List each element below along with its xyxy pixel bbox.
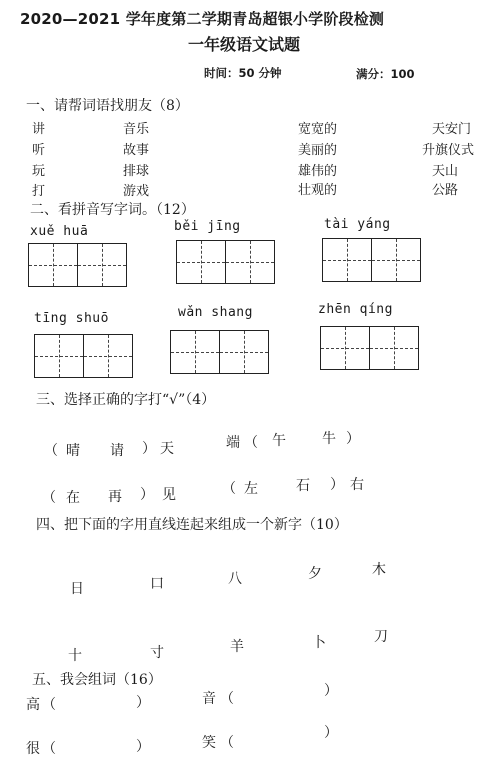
paren-close: ） <box>136 739 150 755</box>
compose-char: 高 <box>26 697 40 713</box>
q1-word: 排球 <box>123 164 150 179</box>
paren-open: （ <box>220 735 234 751</box>
q1-word: 升旗仪式 <box>422 143 475 158</box>
q5-heading: 五、我会组词（16） <box>32 672 162 688</box>
q1-word: 讲 <box>32 122 46 137</box>
pinyin-label: wǎn shang <box>178 305 253 320</box>
exam-title: 2020—2021 学年度第二学期青岛超银小学阶段检测 <box>20 10 385 28</box>
pinyin-label: běi jīng <box>174 219 241 234</box>
paren-open: （ <box>42 741 56 757</box>
choice-option[interactable]: 石 <box>296 478 310 494</box>
q1-word: 音乐 <box>123 122 150 137</box>
match-char[interactable]: 寸 <box>150 645 164 661</box>
paren-close: ） <box>142 441 156 457</box>
pinyin-label: tīng shuō <box>34 311 109 326</box>
paren-open: （ <box>44 443 58 459</box>
choice-word: 右 <box>350 477 364 493</box>
q1-word: 美丽的 <box>298 143 338 158</box>
writing-grid[interactable] <box>34 334 133 378</box>
writing-grid[interactable] <box>176 240 275 284</box>
q1-word: 故事 <box>123 143 150 158</box>
paren-open: （ <box>244 435 258 451</box>
q3-heading: 三、选择正确的字打“√”（4） <box>36 392 216 408</box>
choice-option[interactable]: 在 <box>66 490 80 506</box>
pinyin-label: zhēn qíng <box>318 302 393 317</box>
q1-word: 壮观的 <box>298 183 338 198</box>
exam-time: 时间：50 分钟 <box>204 66 282 80</box>
writing-grid[interactable] <box>320 326 419 370</box>
paren-open: （ <box>222 481 236 497</box>
q1-heading: 一、请帮词语找朋友（8） <box>26 98 189 114</box>
match-char[interactable]: 十 <box>68 648 82 664</box>
q1-word: 听 <box>32 143 46 158</box>
choice-option[interactable]: 再 <box>108 489 122 505</box>
choice-option[interactable]: 午 <box>272 433 286 449</box>
paren-close: ） <box>136 695 150 711</box>
match-char[interactable]: 日 <box>70 581 84 597</box>
match-char[interactable]: 夕 <box>308 566 322 582</box>
writing-grid[interactable] <box>322 238 421 282</box>
q1-word: 打 <box>32 184 46 199</box>
q1-word: 公路 <box>432 183 459 198</box>
q2-heading: 二、看拼音写字词。（12） <box>30 202 195 218</box>
paren-open: （ <box>42 697 56 713</box>
q1-word: 游戏 <box>123 184 150 199</box>
match-char[interactable]: 木 <box>372 562 386 578</box>
paren-close: ） <box>346 431 360 447</box>
choice-word: 天 <box>160 441 174 457</box>
q1-word: 天安门 <box>432 122 472 137</box>
q1-word: 天山 <box>432 164 459 179</box>
compose-char: 很 <box>26 741 40 757</box>
paren-close: ） <box>324 725 338 741</box>
exam-subtitle: 一年级语文试题 <box>188 35 301 54</box>
choice-word: 端 <box>226 435 240 451</box>
match-char[interactable]: 口 <box>150 576 164 592</box>
pinyin-label: xuě huā <box>30 224 89 239</box>
paren-close: ） <box>330 477 344 493</box>
q1-word: 宽宽的 <box>298 122 338 137</box>
match-char[interactable]: 卜 <box>312 635 326 651</box>
match-char[interactable]: 刀 <box>374 629 388 645</box>
paren-close: ） <box>324 683 338 699</box>
match-char[interactable]: 羊 <box>230 639 244 655</box>
q1-word: 玩 <box>32 164 46 179</box>
q4-heading: 四、把下面的字用直线连起来组成一个新字（10） <box>36 517 348 533</box>
writing-grid[interactable] <box>28 243 127 287</box>
paren-open: （ <box>42 490 56 506</box>
exam-score: 满分：100 <box>356 67 415 81</box>
choice-option[interactable]: 晴 <box>66 443 80 459</box>
writing-grid[interactable] <box>170 330 269 374</box>
match-char[interactable]: 八 <box>228 571 242 587</box>
q1-word: 雄伟的 <box>298 164 338 179</box>
choice-word: 见 <box>162 487 176 503</box>
compose-char: 音 <box>202 691 216 707</box>
compose-char: 笑 <box>202 735 216 751</box>
paren-open: （ <box>220 691 234 707</box>
pinyin-label: tài yáng <box>324 217 391 232</box>
choice-option[interactable]: 牛 <box>322 431 336 447</box>
paren-close: ） <box>140 487 154 503</box>
choice-option[interactable]: 左 <box>244 481 258 497</box>
choice-option[interactable]: 请 <box>110 443 124 459</box>
